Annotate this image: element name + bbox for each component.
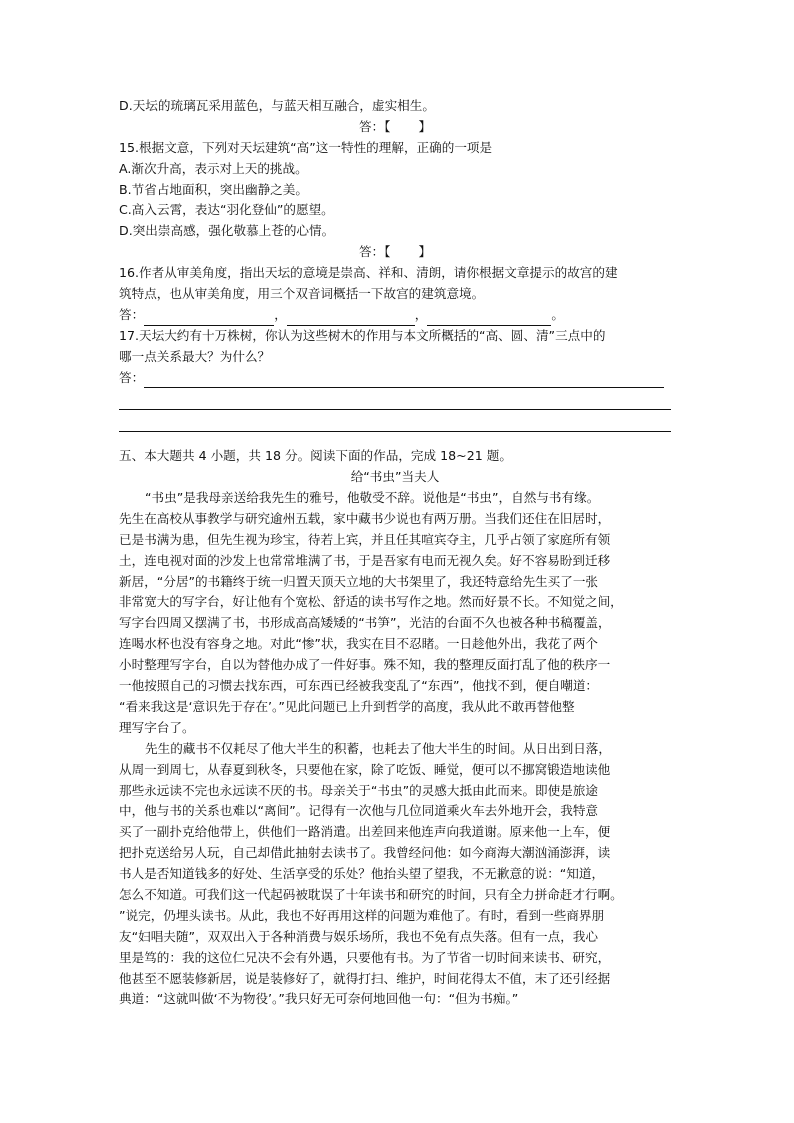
p1-line: 理写字台了。 bbox=[119, 719, 195, 735]
q15-option-a: A.渐次升高，表示对上天的挑战。 bbox=[119, 160, 308, 176]
p2-line: 里是笃的：我的这位仁兄决不会有外遇，只要他有书。为了节省一切时间来读书、研究， bbox=[119, 949, 611, 965]
q17-answer-prefix: 答： bbox=[119, 369, 145, 385]
p2-line: 他甚至不愿装修新居，说是装修好了，就得打扫、维护，时间花得太不值，末了还引经据 bbox=[119, 970, 611, 986]
p1-line: 连喝水杯也没有容身之地。对此“惨”状，我实在目不忍睹。一日趁他外出，我花了两个 bbox=[119, 636, 599, 652]
q17-answer-line-2[interactable] bbox=[119, 388, 671, 410]
answer-bracket-q14 bbox=[119, 117, 671, 138]
p2-line: ”说完，仍埋头读书。从此，我也不好再用这样的问题为难他了。有时，看到一些商界朋 bbox=[119, 907, 605, 923]
q17-stem-line-1: 17.天坛大约有十万株树，你认为这些树木的作用与本文所概括的“高、圆、清”三点中的 bbox=[119, 327, 606, 343]
q17-answer-line-1[interactable] bbox=[144, 372, 664, 388]
q16-answer-prefix: 答： bbox=[119, 306, 145, 322]
p2-line: 从周一到周七，从春夏到秋冬，只要他在家，除了吃饭、睡觉，便可以不挪窝锻造地读他 bbox=[119, 761, 611, 777]
p1-line: 一他按照自己的习惯去找东西，可东西已经被我变乱了“东西”，他找不到，便自嘲道： bbox=[119, 678, 599, 694]
p1-line: 先生在高校从事教学与研究逾州五载，家中藏书少说也有两万册。当我们还住在旧居时， bbox=[119, 510, 611, 526]
p2-line: 把扑克送给另人玩，自己却借此抽射去读书了。我曾经问他：如今商海大潮汹涌澎湃，读 bbox=[119, 845, 611, 861]
q16-answer-row bbox=[119, 305, 671, 326]
option-d-previous-question: D.天坛的琉璃瓦采用蓝色，与蓝天相互融合，虚实相生。 bbox=[119, 98, 435, 113]
section5-heading: 五、本大题共 4 小题，共 18 分。阅读下面的作品，完成 18~21 题。 bbox=[119, 448, 512, 464]
p2-line: 怎么不知道。可我们这一代起码被耽误了十年读书和研究的时间，只有全力拼命赶才行啊。 bbox=[119, 886, 623, 902]
p1-line: 写字台四周又摆满了书，书形成高高矮矮的“书笋”，光洁的台面不久也被各种书稿覆盖， bbox=[119, 615, 611, 631]
p1-line: 小时整理写字台，自以为替他办成了一件好事。殊不知，我的整理反面打乱了他的秩序一 bbox=[119, 657, 611, 673]
p1-line: 新居，“分居”的书籍终于统一归置天顶天立地的大书架里了，我还特意给先生买了一张 bbox=[119, 573, 599, 589]
q16-sep-2: ， bbox=[414, 306, 428, 322]
p2-line: 买了一副扑克给他带上，供他们一路消遣。出差回来他连声向我道谢。原来他一上车，便 bbox=[119, 824, 611, 840]
exam-page bbox=[119, 96, 671, 1010]
q15-stem: 15.根据文意，下列对天坛建筑“高”这一特性的理解，正确的一项是 bbox=[119, 139, 493, 155]
p1-line: 非常宽大的写字台，好让他有个宽松、舒适的读书写作之地。然而好景不长。不知觉之间， bbox=[119, 594, 623, 610]
q16-stem-line-2: 筑特点，也从审美角度，用三个双音词概括一下故宫的建筑意境。 bbox=[119, 286, 485, 302]
q16-answer-blank-3[interactable] bbox=[427, 310, 551, 326]
p1-line: 土，连电视对面的沙发上也常常堆满了书，于是吾家有电而无视久矣。好不容易盼到迁移 bbox=[119, 552, 611, 568]
answer-close: 】 bbox=[418, 118, 432, 134]
p2-line: 书人是否知道钱多的好处、生活享受的乐处？他抬头望了望我，不无歉意的说：“知道， bbox=[119, 866, 605, 882]
p2-line: 先生的藏书不仅耗尽了他大半生的积蓄，也耗去了他大半生的时间。从日出到日落， bbox=[145, 740, 611, 756]
q16-answer-blank-2[interactable] bbox=[287, 310, 415, 326]
q16-stem-line-1: 16.作者从审美角度，指出天坛的意境是崇高、祥和、清朗，请你根据文章提示的故宫的建 bbox=[119, 265, 618, 281]
answer-label: 答：【 bbox=[358, 244, 391, 260]
q16-end: 。 bbox=[551, 306, 564, 322]
passage-paragraph-1 bbox=[119, 488, 671, 739]
p2-line: 典道：“这就叫做‘不为物役’。”我只好无可奈何地回他一句：“但为书痴。” bbox=[119, 991, 519, 1007]
p1-line: 已是书满为患，但先生视为珍宝，待若上宾，并且任其喧宾夺主，几乎占领了家庭所有领 bbox=[119, 531, 611, 547]
passage-paragraph-2 bbox=[119, 739, 671, 1011]
q15-option-b: B.节省占地面积，突出幽静之美。 bbox=[119, 181, 308, 197]
q15-option-d: D.突出崇高感，强化敬慕上苍的心情。 bbox=[119, 223, 335, 239]
answer-close: 】 bbox=[418, 244, 432, 260]
p2-line: 中，他与书的关系也难以“离间”。记得有一次他与几位同道乘火车去外地开会，我特意 bbox=[119, 803, 599, 819]
p1-line: “看来我这是‘意识先于存在’。”见此问题已上升到哲学的高度，我从此不敢再替他整 bbox=[119, 698, 575, 714]
p1-line: “书虫”是我母亲送给我先生的雅号，他敬受不辞。说他是“书虫”，自然与书有缘。 bbox=[145, 490, 600, 506]
q17-answer-row bbox=[119, 368, 671, 389]
q17-answer-line-3[interactable] bbox=[119, 410, 671, 432]
q15-option-c: C.高入云霄，表达“羽化登仙”的愿望。 bbox=[119, 202, 334, 218]
answer-label: 答：【 bbox=[358, 118, 391, 134]
q16-answer-blank-1[interactable] bbox=[144, 310, 274, 326]
q17-stem-line-2: 哪一点关系最大？为什么？ bbox=[119, 348, 271, 364]
p2-line: 友“妇唱夫随”，双双出入于各种消费与娱乐场所，我也不免有点失落。但有一点，我心 bbox=[119, 928, 599, 944]
p2-line: 那些永远读不完也永远读不厌的书。母亲关于“书虫”的灵感大抵由此而来。即使是旅途 bbox=[119, 782, 599, 798]
q16-sep-1: ， bbox=[274, 306, 287, 322]
answer-bracket-q15 bbox=[119, 242, 671, 263]
passage-title: 给“书虫”当夫人 bbox=[350, 469, 440, 485]
